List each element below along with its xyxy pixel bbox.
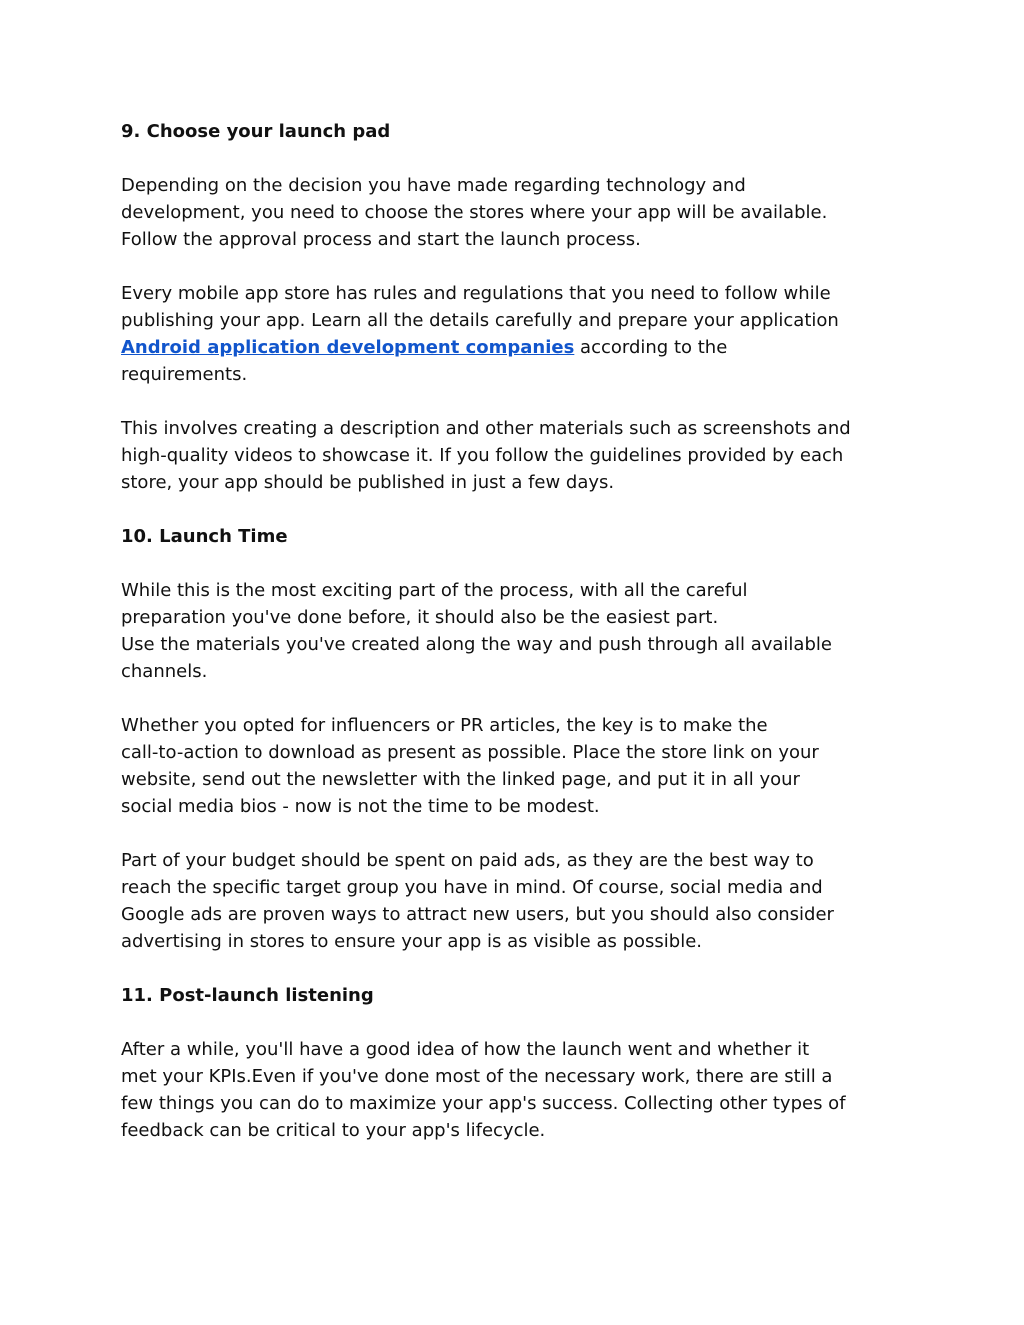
text-line: Google ads are proven ways to attract new users, but you should also consider	[121, 904, 834, 925]
paragraph	[121, 415, 911, 496]
text-line: feedback can be critical to your app's lifecycle.	[121, 1120, 546, 1141]
text-line: call-to-action to download as present as possible. Place the store link on your	[121, 742, 819, 763]
text-line: high-quality videos to showcase it. If you follow the guidelines provided by each	[121, 445, 844, 466]
text-line: store, your app should be published in just a few days.	[121, 472, 615, 493]
text-line: publishing your app. Learn all the details carefully and prepare your application	[121, 310, 839, 331]
text-line: reach the specific target group you have in mind. Of course, social media and	[121, 877, 823, 898]
android-development-companies-link[interactable]: Android application development companies	[121, 337, 575, 358]
text-line: few things you can do to maximize your app's success. Collecting other types of	[121, 1093, 846, 1114]
text-line: Depending on the decision you have made regarding technology and	[121, 175, 746, 196]
paragraph	[121, 1036, 911, 1144]
text-line: requirements.	[121, 364, 248, 385]
text-line: This involves creating a description and other materials such as screenshots and	[121, 418, 851, 439]
paragraph	[121, 712, 911, 820]
text-line: preparation you've done before, it should also be the easiest part.	[121, 607, 719, 628]
text-fragment: according to the	[574, 337, 728, 358]
text-line: Follow the approval process and start the launch process.	[121, 229, 641, 250]
text-line: Use the materials you've created along the way and push through all available	[121, 634, 832, 655]
section-heading-launch-pad: 9. Choose your launch pad	[121, 121, 391, 142]
text-line: advertising in stores to ensure your app is as visible as possible.	[121, 931, 703, 952]
paragraph	[121, 847, 911, 955]
text-line: channels.	[121, 661, 208, 682]
paragraph	[121, 280, 911, 388]
section-heading-launch-time: 10. Launch Time	[121, 526, 288, 547]
text-line: While this is the most exciting part of the process, with all the careful	[121, 580, 748, 601]
document-page	[121, 118, 911, 1171]
text-line	[121, 334, 911, 361]
paragraph	[121, 577, 911, 685]
text-line: social media bios - now is not the time to be modest.	[121, 796, 600, 817]
text-line: After a while, you'll have a good idea of how the launch went and whether it	[121, 1039, 810, 1060]
text-line: Part of your budget should be spent on paid ads, as they are the best way to	[121, 850, 814, 871]
text-line: website, send out the newsletter with the linked page, and put it in all your	[121, 769, 800, 790]
text-line: met your KPIs.Even if you've done most of the necessary work, there are still a	[121, 1066, 833, 1087]
text-line: development, you need to choose the stores where your app will be available.	[121, 202, 828, 223]
text-line: Every mobile app store has rules and regulations that you need to follow while	[121, 283, 831, 304]
text-line: Whether you opted for influencers or PR articles, the key is to make the	[121, 715, 768, 736]
paragraph	[121, 172, 911, 253]
section-heading-post-launch: 11. Post-launch listening	[121, 985, 374, 1006]
